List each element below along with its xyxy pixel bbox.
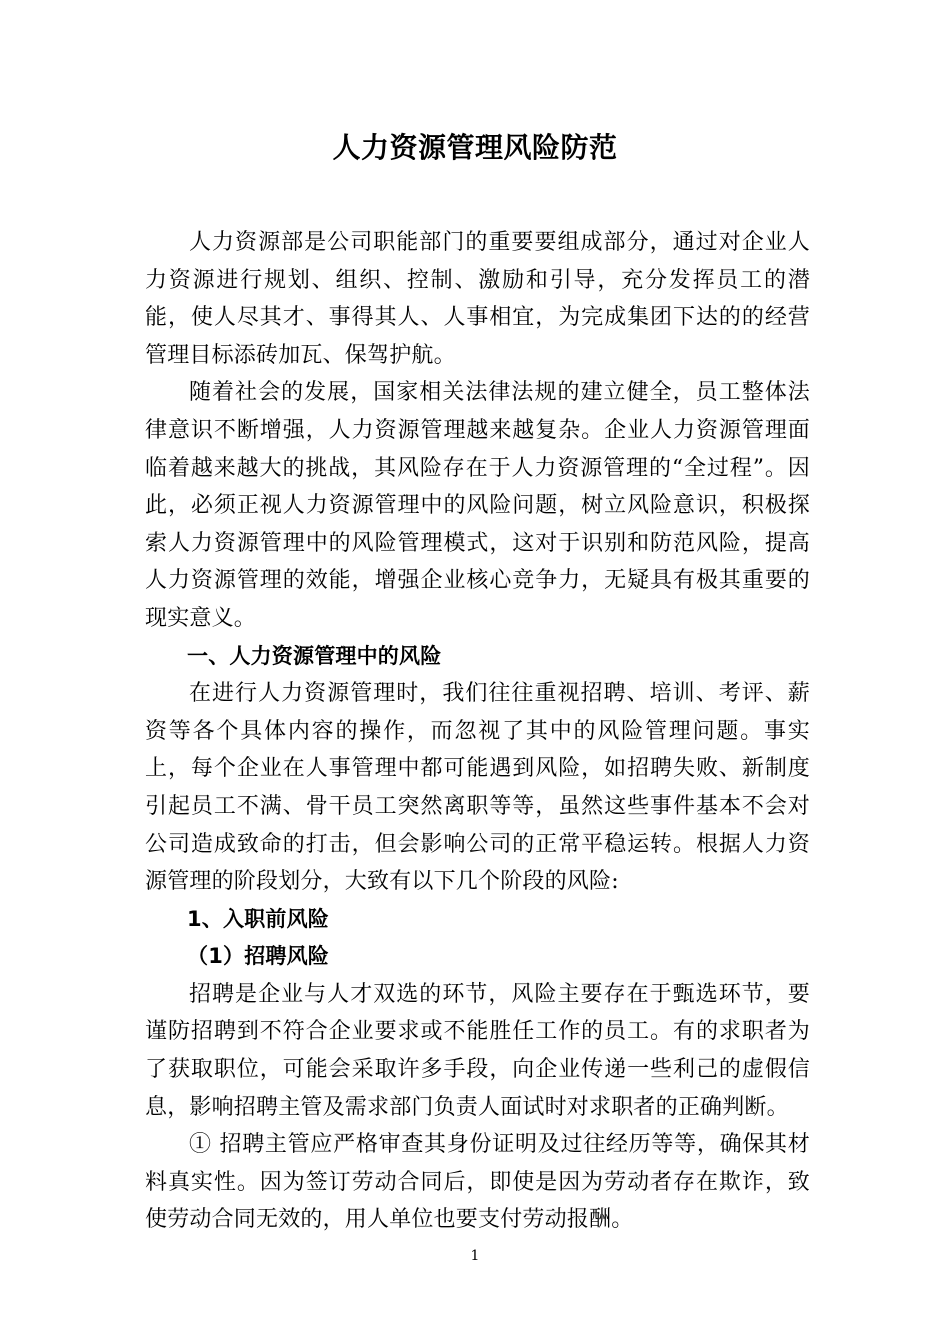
intro-paragraph: 人力资源部是公司职能部门的重要要组成部分，通过对企业人力资源进行规划、组织、控制、激励和引导，充分发挥员工的潜能，使人尽其才、事得其人、人事相宜，为完成集团下达的的经营管理目标添砖加瓦、保驾护航。 — [145, 230, 810, 368]
verification-paragraph: ① 招聘主管应严格审查其身份证明及过往经历等等，确保其材料真实性。因为签订劳动合同后，即使是因为劳动者存在欺诈，致使劳动合同无效的，用人单位也要支付劳动报酬。 — [145, 1132, 810, 1233]
recruitment-paragraph: 招聘是企业与人才双选的环节，风险主要存在于甄选环节，要谨防招聘到不符合企业要求或不能胜任工作的员工。有的求职者为了获取职位，可能会采取许多手段，向企业传递一些利己的虚假信息，影响招聘主管及需求部门负责人面试时对求职者的正确判断。 — [145, 981, 810, 1120]
document-body — [145, 224, 810, 1239]
subsection-heading-pre-employment: 1、入职前风险 — [187, 906, 330, 931]
document-title: 人力资源管理风险防范 — [332, 131, 618, 164]
section-heading-risks: 一、人力资源管理中的风险 — [187, 643, 442, 668]
risks-paragraph: 在进行人力资源管理时，我们往往重视招聘、培训、考评、薪资等各个具体内容的操作，而忽视了其中的风险管理问题。事实上，每个企业在人事管理中都可能遇到风险，如招聘失败、新制度引起员工不满、骨干员工突然离职等等，虽然这些事件基本不会对公司造成致命的打击，但会影响公司的正常平稳运转。根据人力资源管理的阶段划分，大致有以下几个阶段的风险: — [145, 681, 810, 895]
subsection-heading-recruitment: （1）招聘风险 — [187, 944, 330, 969]
page-number: 1 — [470, 1248, 480, 1264]
background-paragraph: 随着社会的发展，国家相关法律法规的建立健全，员工整体法律意识不断增强，人力资源管理越来越复杂。企业人力资源管理面临着越来越大的挑战，其风险存在于人力资源管理的“全过程”。因此，必须正视人力资源管理中的风险问题，树立风险意识，积极探索人力资源管理中的风险管理模式，这对于识别和防范风险，提高人力资源管理的效能，增强企业核心竞争力，无疑具有极其重要的现实意义。 — [145, 380, 810, 631]
